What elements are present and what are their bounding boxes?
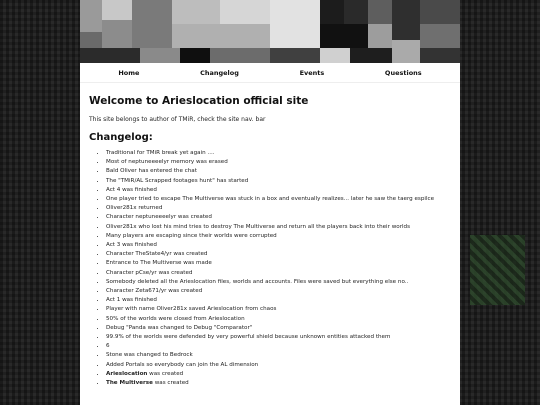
banner-pixel-block [80,48,140,63]
changelog-item: • 6 [106,342,451,351]
intro-text: This site belongs to author of TMiR, check the site nav. bar [89,116,266,123]
banner-pixel-block [320,0,344,24]
banner-pixel-block [220,0,270,24]
changelog-item: • Many players are escaping since their worlds were corrupted [106,232,451,241]
changelog-item: • Most of neptuneeeelyr memory was erased [106,158,451,167]
changelog-item: • The "TMiR/AL Scrapped footages hunt" has started [106,177,451,186]
nav-questions[interactable]: Questions [384,68,422,77]
banner-pixel-block [344,0,368,24]
nav-home[interactable]: Home [118,68,140,77]
banner-pixel-block [132,0,172,48]
page-container [80,0,460,405]
page-title: Welcome to Arieslocation official site [89,95,309,107]
changelog-item: • 50% of the worlds were closed from Arieslocation [106,315,451,324]
banner-pixel-block [172,24,270,48]
site-nav [80,63,460,83]
banner-pixel-block [102,20,132,48]
banner-pixel-block [140,48,180,63]
main-content [80,83,460,388]
changelog-item: • Player with name Oliver281x saved Arieslocation from chaos [106,305,451,314]
banner-pixel-block [80,0,102,32]
banner-pixel-block [368,0,392,24]
changelog-list [89,149,451,388]
pixel-banner [80,0,460,63]
banner-pixel-block [350,48,392,63]
changelog-item: • Bald Oliver has entered the chat [106,167,451,176]
banner-pixel-block [392,40,420,63]
changelog-item: • Stone was changed to Bedrock [106,351,451,360]
changelog-item: • Character pCse/yr was created [106,269,451,278]
background-grass-texture [470,235,525,305]
changelog-item: • Added Portals so everybody can join the AL dimension [106,361,451,370]
banner-pixel-block [420,48,460,63]
banner-pixel-block [320,24,368,48]
banner-pixel-block [420,0,460,24]
changelog-item: • Character Zeta671/yr was created [106,287,451,296]
changelog-item: • Oliver281x returned [106,204,451,213]
changelog-item: • Act 1 was finished [106,296,451,305]
changelog-item-text: was created [147,370,184,377]
changelog-item-highlight: The Multiverse [106,380,153,387]
changelog-item: • Entrance to The Multiverse was made [106,259,451,268]
changelog-item: • Oliver281x who lost his mind tries to destroy The Multiverse and return all the players back into their worlds [106,223,451,232]
banner-pixel-block [80,32,102,48]
banner-pixel-block [210,48,270,63]
changelog-item: • 99.9% of the worlds were defended by very powerful shield because unknown entities attacked them [106,333,451,342]
banner-pixel-block [172,0,220,24]
changelog-item: • One player tried to escape The Multiverse was stuck in a box and eventually realizes... later he saw the taerg espilce [106,195,451,204]
changelog-item: • Somebody deleted all the Arieslocation files, worlds and accounts. Files were saved but everything else no.. [106,278,451,287]
banner-pixel-block [180,48,210,63]
banner-pixel-block [270,0,320,48]
changelog-item: • Character neptuneeeelyr was created [106,213,451,222]
nav-events[interactable]: Events [299,68,325,77]
changelog-item-highlight: Arieslocation [106,370,148,377]
banner-pixel-block [368,24,392,48]
nav-changelog[interactable]: Changelog [200,68,239,77]
changelog-item [106,370,451,379]
changelog-item: • Traditional for TMiR break yet again .... [106,149,451,158]
changelog-item: • Debug "Panda was changed to Debug "Comparator" [106,324,451,333]
banner-pixel-block [420,24,460,48]
changelog-item: • Act 4 was finished [106,186,451,195]
banner-pixel-block [102,0,132,20]
changelog-item-text: was created [152,380,189,387]
changelog-heading: Changelog: [89,132,153,143]
changelog-item: • Character TheState4/yr was created [106,250,451,259]
changelog-item [106,379,451,388]
banner-pixel-block [270,48,320,63]
banner-pixel-block [320,48,350,63]
changelog-item: • Act 3 was finished [106,241,451,250]
banner-pixel-block [392,0,420,40]
